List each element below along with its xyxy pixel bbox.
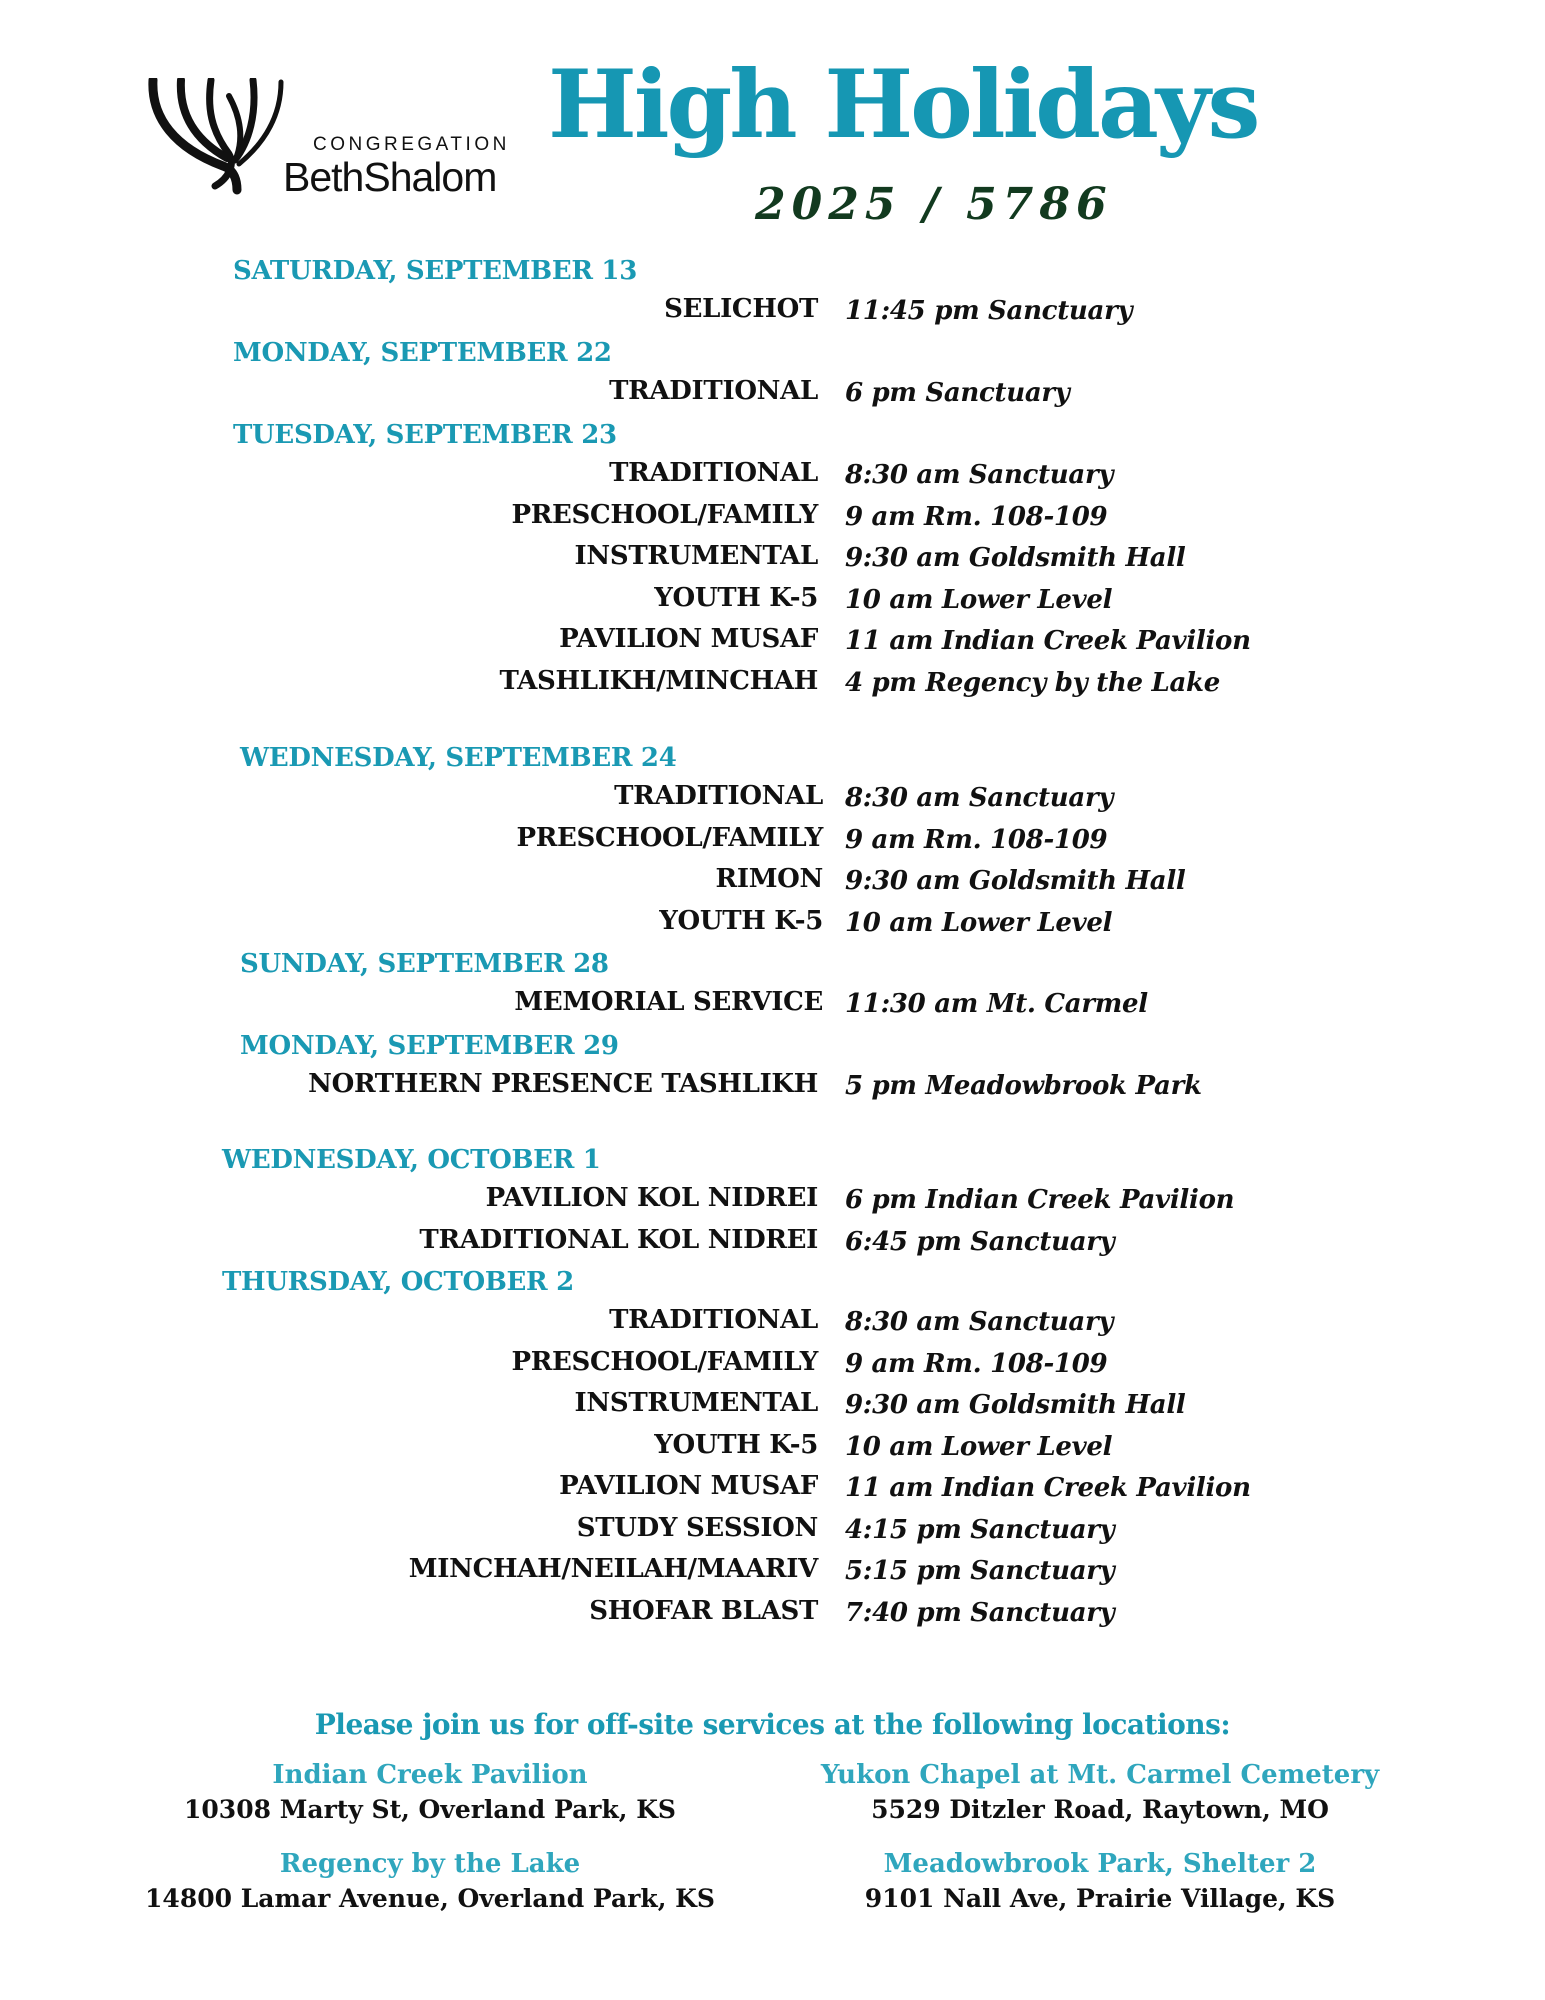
service-row <box>0 1185 1545 1219</box>
service-name: NORTHERN PRESENCE TASHLIKH <box>308 1069 818 1099</box>
service-row <box>0 822 1545 859</box>
service-row <box>0 460 1545 494</box>
day-heading: MONDAY, SEPTEMBER 29 <box>240 1031 619 1061</box>
location-address: 9101 Nall Ave, Prairie Village, KS <box>864 1884 1336 1913</box>
service-row <box>0 783 1545 817</box>
logo-congregation-text: CONGREGATION <box>313 134 510 155</box>
day-heading: SATURDAY, SEPTEMBER 13 <box>233 256 638 286</box>
service-name: YOUTH K-5 <box>659 905 823 936</box>
service-row <box>0 378 1545 412</box>
day-heading: MONDAY, SEPTEMBER 22 <box>233 338 612 368</box>
day-heading: THURSDAY, OCTOBER 2 <box>222 1267 574 1297</box>
service-row <box>0 1390 1545 1424</box>
service-row <box>0 905 1545 942</box>
service-time-location: 6 pm Indian Creek Pavilion <box>845 1185 1235 1215</box>
service-time-location: 6 pm Sanctuary <box>845 378 1070 408</box>
service-row <box>0 626 1545 660</box>
service-name: PRESCHOOL/FAMILY <box>511 1346 818 1377</box>
service-row <box>0 1346 1545 1383</box>
service-row <box>0 1071 1545 1105</box>
service-time-location: 8:30 am Sanctuary <box>845 460 1114 490</box>
service-row <box>0 866 1545 900</box>
service-name: YOUTH K-5 <box>654 582 818 613</box>
service-time-location: 10 am Lower Level <box>845 584 1113 615</box>
service-name: PAVILION MUSAF <box>559 1471 818 1501</box>
service-row <box>0 665 1545 702</box>
location-name: Meadowbrook Park, Shelter 2 <box>883 1849 1317 1879</box>
service-name: TRADITIONAL <box>609 1305 818 1335</box>
service-time-location: 5:15 pm Sanctuary <box>845 1556 1115 1586</box>
service-time-location: 11:45 pm Sanctuary <box>845 296 1133 326</box>
service-time-location: 11 am Indian Creek Pavilion <box>845 1473 1251 1503</box>
service-name: TRADITIONAL KOL NIDREI <box>419 1224 818 1255</box>
service-time-location: 11 am Indian Creek Pavilion <box>845 626 1251 656</box>
service-time-location: 10 am Lower Level <box>845 1431 1113 1462</box>
day-heading: WEDNESDAY, OCTOBER 1 <box>222 1145 601 1175</box>
service-time-location: 5 pm Meadowbrook Park <box>845 1071 1202 1101</box>
service-time-location: 4 pm Regency by the Lake <box>845 667 1220 698</box>
service-time-location: 8:30 am Sanctuary <box>845 783 1114 813</box>
menorah-tree-icon <box>145 78 305 198</box>
service-name: TRADITIONAL <box>614 781 823 811</box>
service-row <box>0 1224 1545 1261</box>
service-name: SELICHOT <box>664 294 818 324</box>
service-time-location: 6:45 pm Sanctuary <box>845 1226 1115 1257</box>
location-indian-creek <box>130 1762 730 1822</box>
service-name: YOUTH K-5 <box>654 1429 818 1460</box>
service-name: TRADITIONAL <box>609 458 818 488</box>
footer-intro: Please join us for off-site services at the following locations: <box>314 1708 1231 1741</box>
service-row <box>0 582 1545 619</box>
location-address: 5529 Ditzler Road, Raytown, MO <box>871 1795 1329 1824</box>
service-time-location: 9:30 am Goldsmith Hall <box>845 1390 1186 1420</box>
service-name: PRESCHOOL/FAMILY <box>511 499 818 530</box>
service-name: MEMORIAL SERVICE <box>514 987 823 1017</box>
congregation-logo <box>145 78 525 198</box>
location-yukon-chapel <box>800 1762 1400 1822</box>
service-row <box>0 1595 1545 1632</box>
location-name: Regency by the Lake <box>279 1849 581 1879</box>
service-row <box>0 1473 1545 1507</box>
location-name: Yukon Chapel at Mt. Carmel Cemetery <box>820 1760 1380 1790</box>
service-time-location: 7:40 pm Sanctuary <box>845 1597 1115 1628</box>
service-time-location: 4:15 pm Sanctuary <box>845 1514 1115 1545</box>
service-name: PAVILION MUSAF <box>559 624 818 654</box>
location-regency <box>130 1851 730 1911</box>
service-name: MINCHAH/NEILAH/MAARIV <box>408 1554 818 1584</box>
day-heading: SUNDAY, SEPTEMBER 28 <box>240 949 609 979</box>
page-subtitle-year: 2025 / 5786 <box>755 179 1113 230</box>
service-row <box>0 1307 1545 1341</box>
day-heading: WEDNESDAY, SEPTEMBER 24 <box>240 743 677 773</box>
service-row <box>0 989 1545 1023</box>
service-row <box>0 1512 1545 1549</box>
service-name: TASHLIKH/MINCHAH <box>499 665 818 696</box>
service-time-location: 9:30 am Goldsmith Hall <box>845 543 1186 573</box>
service-time-location: 8:30 am Sanctuary <box>845 1307 1114 1337</box>
service-time-location: 10 am Lower Level <box>845 907 1113 938</box>
service-name: SHOFAR BLAST <box>589 1595 818 1626</box>
location-address: 10308 Marty St, Overland Park, KS <box>184 1795 676 1824</box>
service-row <box>0 1429 1545 1466</box>
location-name: Indian Creek Pavilion <box>272 1760 588 1790</box>
logo-name-text: BethShalom <box>283 154 497 200</box>
service-name: TRADITIONAL <box>609 376 818 406</box>
page-title: High Holidays <box>548 50 1258 160</box>
service-name: INSTRUMENTAL <box>574 541 818 571</box>
service-name: STUDY SESSION <box>576 1512 818 1543</box>
service-name: INSTRUMENTAL <box>574 1388 818 1418</box>
service-row <box>0 296 1545 330</box>
location-meadowbrook <box>800 1851 1400 1911</box>
service-time-location: 9 am Rm. 108-109 <box>845 1348 1108 1379</box>
service-time-location: 9 am Rm. 108-109 <box>845 501 1108 532</box>
service-row <box>0 543 1545 577</box>
service-name: PAVILION KOL NIDREI <box>485 1183 818 1213</box>
location-address: 14800 Lamar Avenue, Overland Park, KS <box>145 1884 715 1913</box>
service-row <box>0 499 1545 536</box>
service-name: PRESCHOOL/FAMILY <box>516 822 823 853</box>
service-time-location: 9 am Rm. 108-109 <box>845 824 1108 855</box>
service-row <box>0 1556 1545 1590</box>
day-heading: TUESDAY, SEPTEMBER 23 <box>233 420 617 450</box>
service-time-location: 11:30 am Mt. Carmel <box>845 989 1148 1019</box>
service-time-location: 9:30 am Goldsmith Hall <box>845 866 1186 896</box>
service-name: RIMON <box>715 864 823 894</box>
